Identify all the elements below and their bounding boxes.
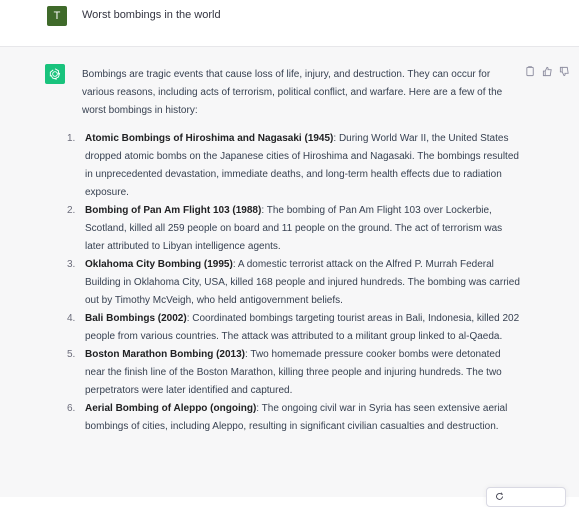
item-title: Oklahoma City Bombing (1995)	[85, 259, 233, 270]
list-item	[67, 346, 522, 400]
list-number: 1.	[67, 133, 76, 144]
item-title: Bali Bombings (2002)	[85, 313, 187, 324]
list-item	[67, 400, 522, 436]
list-item	[67, 256, 522, 310]
item-title: Bombing of Pan Am Flight 103 (1988)	[85, 205, 262, 216]
list-number: 5.	[67, 349, 76, 360]
answer-intro: Bombings are tragic events that cause loss of life, injury, and destruction. They can occur for various reasons, including acts of terrorism, political conflict, and warfare. Here are a few of the worst bombings in history:	[82, 69, 503, 116]
list-number: 4.	[67, 313, 76, 324]
item-text: : Two homemade pressure cooker bombs were detonated near the finish line of the Boston Marathon, killing three people and injuring hundreds. The two perpetrators were later identified and captured.	[85, 349, 502, 396]
user-message-text: Worst bombings in the world	[82, 9, 221, 21]
thumbs-up-icon[interactable]	[542, 66, 553, 77]
thumbs-down-icon[interactable]	[559, 66, 570, 77]
item-title: Atomic Bombings of Hiroshima and Nagasaki (1945)	[85, 133, 334, 144]
chatgpt-logo-icon	[45, 64, 65, 84]
user-message-row	[0, 0, 579, 47]
item-text: : The ongoing civil war in Syria has seen extensive aerial bombings of cities, including Aleppo, resulting in significant civilian casualties and destruction.	[85, 403, 508, 432]
list-item	[67, 202, 522, 256]
list-number: 2.	[67, 205, 76, 216]
list-item	[67, 310, 522, 346]
list-number: 6.	[67, 403, 76, 414]
item-text: : A domestic terrorist attack on the Alfred P. Murrah Federal Building in Oklahoma City, USA, killed 168 people and injured hundreds. The bombing was carried out by Timothy McVeigh, who held antigovernment beliefs.	[85, 259, 520, 306]
assistant-answer	[67, 66, 522, 436]
bombings-list	[67, 130, 522, 436]
copy-icon[interactable]	[525, 66, 536, 77]
item-title: Boston Marathon Bombing (2013)	[85, 349, 246, 360]
regenerate-button[interactable]	[486, 487, 566, 507]
list-number: 3.	[67, 259, 76, 270]
item-text: : During World War II, the United States dropped atomic bombs on the Japanese cities of Hiroshima and Nagasaki. The bombings resulted in unprecedented devastation, immediate deaths, and long-term health effects due to radiation exposure.	[85, 133, 519, 198]
item-text: : Coordinated bombings targeting tourist areas in Bali, Indonesia, killed 202 people from various countries. The attack was attributed to a militant group linked to al-Qaeda.	[85, 313, 520, 342]
refresh-icon	[495, 492, 508, 503]
list-item	[67, 130, 522, 202]
assistant-message-row	[0, 47, 579, 497]
item-title: Aerial Bombing of Aleppo (ongoing)	[85, 403, 257, 414]
message-actions	[525, 66, 570, 77]
item-text: : The bombing of Pan Am Flight 103 over Lockerbie, Scotland, killed all 259 people on board and 11 people on the ground. The act of terrorism was later attributed to Libyan intelligence agents.	[85, 205, 503, 252]
user-avatar: T	[47, 6, 67, 26]
